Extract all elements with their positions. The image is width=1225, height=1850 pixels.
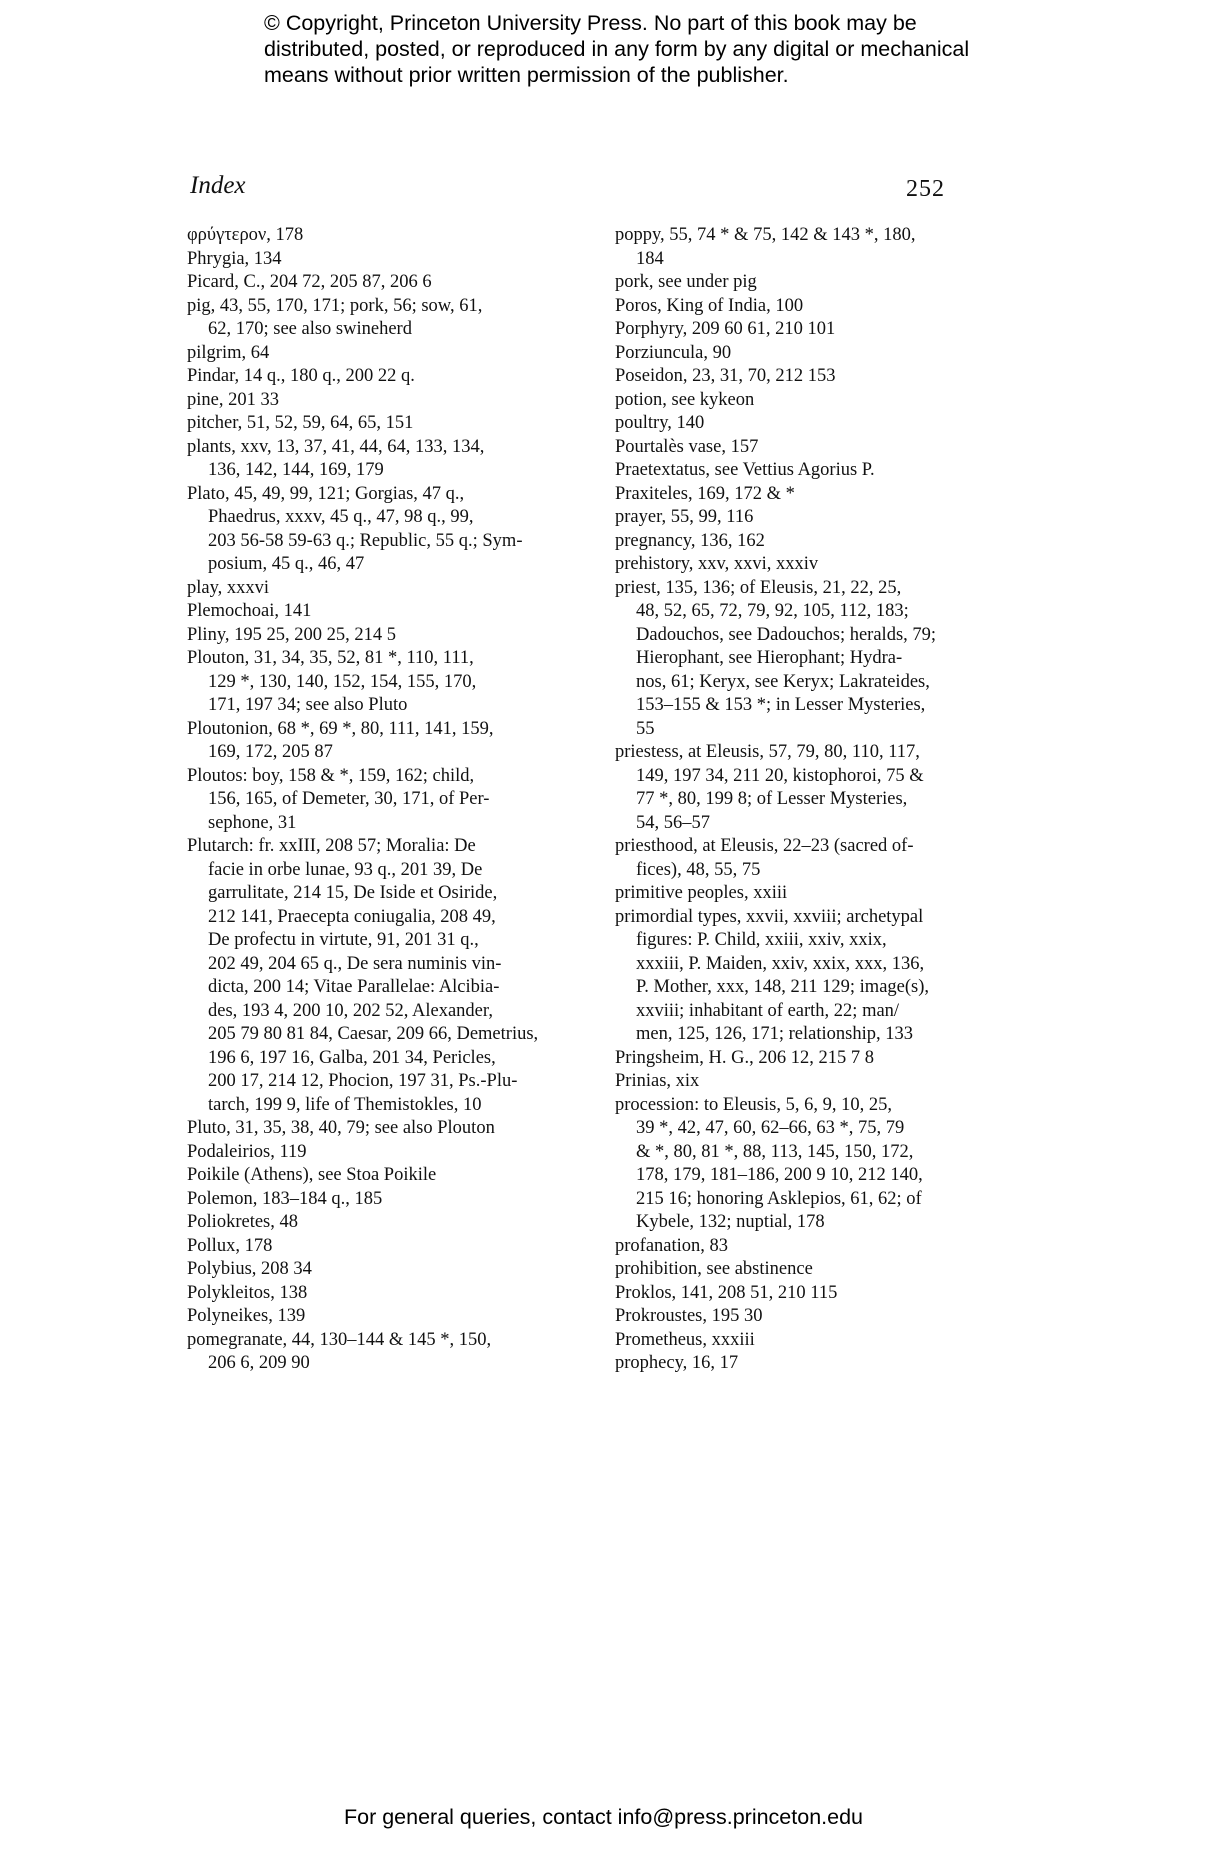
index-column-right	[615, 224, 1035, 1376]
index-entry-line: 184	[636, 248, 664, 269]
index-entry-line: Poliokretes, 48	[187, 1212, 298, 1232]
index-entry-line: pork, see under pig	[615, 272, 757, 292]
index-entry-line: De profectu in virtute, 91, 201 31 q.,	[208, 930, 479, 950]
index-entry-line: xxviii; inhabitant of earth, 22; man/	[636, 1000, 900, 1021]
index-entry-line: poultry, 140	[615, 413, 705, 433]
index-entry-line: Poseidon, 23, 31, 70, 212 153	[615, 366, 836, 386]
index-entry-line: priestess, at Eleusis, 57, 79, 80, 110, 117,	[615, 742, 920, 762]
index-entry-line: 149, 197 34, 211 20, kistophoroi, 75 &	[636, 765, 924, 786]
index-entry-line: priesthood, at Eleusis, 22–23 (sacred of-	[615, 836, 914, 856]
index-entry-line: profanation, 83	[615, 1235, 729, 1256]
index-entry-line: xxxiii, P. Maiden, xxiv, xxix, xxx, 136,	[636, 953, 925, 974]
index-entry-line: procession: to Eleusis, 5, 6, 9, 10, 25,	[615, 1094, 892, 1115]
index-entry-line: figures: P. Child, xxiii, xxiv, xxix,	[636, 930, 887, 950]
index-entry-line: Picard, C., 204 72, 205 87, 206 6	[187, 272, 432, 292]
copyright-line: distributed, posted, or reproduced in any form by any digital or mechanical	[264, 37, 970, 61]
index-entry-line: 129 *, 130, 140, 152, 154, 155, 170,	[208, 671, 477, 692]
index-entry-line: 171, 197 34; see also Pluto	[208, 695, 408, 715]
index-entry-line: Plouton, 31, 34, 35, 52, 81 *, 110, 111,	[187, 648, 474, 668]
index-entry-line: Kybele, 132; nuptial, 178	[636, 1212, 825, 1232]
index-entry-line: nos, 61; Keryx, see Keryx; Lakrateides,	[636, 671, 930, 692]
index-entry-line: posium, 45 q., 46, 47	[208, 554, 365, 574]
index-entry-line: Polybius, 208 34	[187, 1259, 312, 1279]
index-entry-line: 55	[636, 718, 655, 739]
index-entry-line: Ploutonion, 68 *, 69 *, 80, 111, 141, 159,	[187, 718, 494, 739]
index-entry-line: 200 17, 214 12, Phocion, 197 31, Ps.-Plu-	[208, 1071, 518, 1091]
index-entry-line: play, xxxvi	[187, 577, 270, 598]
index-entry-line: prohibition, see abstinence	[615, 1259, 813, 1279]
index-entry-line: Plato, 45, 49, 99, 121; Gorgias, 47 q.,	[187, 483, 465, 504]
index-entry-line: Pringsheim, H. G., 206 12, 215 7 8	[615, 1047, 874, 1068]
index-entry-line: dicta, 200 14; Vitae Parallelae: Alcibia-	[208, 977, 500, 997]
index-entry-line: poppy, 55, 74 * & 75, 142 & 143 *, 180,	[615, 225, 916, 245]
index-entry-line: pilgrim, 64	[187, 342, 270, 363]
index-entry-line: Praetextatus, see Vettius Agorius P.	[615, 460, 875, 480]
index-entry-line: sephone, 31	[208, 812, 297, 833]
index-entry-line: fices), 48, 55, 75	[636, 859, 761, 880]
index-entry-line: Poikile (Athens), see Stoa Poikile	[187, 1165, 437, 1185]
running-head-title: Index	[190, 172, 246, 199]
index-entry-line: Polyneikes, 139	[187, 1306, 306, 1326]
index-entry-line: 77 *, 80, 199 8; of Lesser Mysteries,	[636, 789, 908, 809]
index-entry-line: Prokroustes, 195 30	[615, 1306, 763, 1326]
index-entry-line: facie in orbe lunae, 93 q., 201 39, De	[208, 859, 483, 880]
copyright-line: © Copyright, Princeton University Press. No part of this book may be	[264, 11, 917, 35]
index-entry-line: & *, 80, 81 *, 88, 113, 145, 150, 172,	[636, 1141, 914, 1162]
index-entry-line: Pliny, 195 25, 200 25, 214 5	[187, 624, 396, 645]
index-entry-line: P. Mother, xxx, 148, 211 129; image(s),	[636, 977, 930, 997]
index-entry-line: Ploutos: boy, 158 & *, 159, 162; child,	[187, 765, 475, 786]
footer-contact: For general queries, contact info@press.princeton.edu	[344, 1805, 864, 1829]
index-entry-line: Phrygia, 134	[187, 248, 282, 269]
index-column-left	[187, 224, 607, 1376]
index-entry-line: prayer, 55, 99, 116	[615, 507, 754, 527]
index-entry-line: priest, 135, 136; of Eleusis, 21, 22, 25,	[615, 577, 902, 598]
index-entry-line: Dadouchos, see Dadouchos; heralds, 79;	[636, 624, 937, 645]
index-entry-line: 54, 56–57	[636, 812, 710, 833]
index-entry-line: Pollux, 178	[187, 1235, 273, 1256]
index-entry-line: 62, 170; see also swineherd	[208, 319, 412, 339]
index-entry-line: primitive peoples, xxiii	[615, 883, 788, 903]
index-entry-line: Plutarch: fr. xxIII, 208 57; Moralia: De	[187, 836, 476, 856]
page-number: 252	[906, 176, 945, 202]
index-entry-line: 156, 165, of Demeter, 30, 171, of Per-	[208, 789, 490, 809]
index-entry-line: Hierophant, see Hierophant; Hydra-	[636, 648, 903, 668]
index-entry-line: garrulitate, 214 15, De Iside et Osiride,	[208, 883, 498, 903]
copyright-notice	[264, 10, 1024, 88]
index-entry-line: Pindar, 14 q., 180 q., 200 22 q.	[187, 366, 415, 386]
index-entry-line: 153–155 & 153 *; in Lesser Mysteries,	[636, 695, 926, 715]
index-entry-line: prophecy, 16, 17	[615, 1353, 739, 1373]
index-entry-line: pig, 43, 55, 170, 171; pork, 56; sow, 61,	[187, 295, 483, 316]
index-entry-line: Praxiteles, 169, 172 & *	[615, 483, 795, 504]
index-entry-line: 136, 142, 144, 169, 179	[208, 460, 384, 480]
index-entry-line: des, 193 4, 200 10, 202 52, Alexander,	[208, 1000, 493, 1021]
index-entry-line: φρύγτερον, 178	[187, 225, 304, 245]
index-entry-line: Phaedrus, xxxv, 45 q., 47, 98 q., 99,	[208, 507, 474, 527]
index-entry-line: Prinias, xix	[615, 1071, 700, 1091]
index-entry-line: 215 16; honoring Asklepios, 61, 62; of	[636, 1188, 922, 1209]
index-entry-line: Plemochoai, 141	[187, 601, 312, 621]
index-entry-line: Porphyry, 209 60 61, 210 101	[615, 319, 836, 339]
index-entry-line: Porziuncula, 90	[615, 342, 732, 363]
index-entry-line: 202 49, 204 65 q., De sera numinis vin-	[208, 953, 502, 974]
index-entry-line: plants, xxv, 13, 37, 41, 44, 64, 133, 134,	[187, 436, 485, 457]
index-entry-line: 169, 172, 205 87	[208, 742, 333, 762]
index-entry-line: 206 6, 209 90	[208, 1353, 310, 1373]
index-entry-line: Podaleirios, 119	[187, 1141, 307, 1162]
index-entry-line: 178, 179, 181–186, 200 9 10, 212 140,	[636, 1165, 923, 1185]
index-entry-line: Prometheus, xxxiii	[615, 1329, 755, 1350]
index-entry-line: primordial types, xxvii, xxviii; archetypal	[615, 906, 924, 927]
index-entry-line: Polemon, 183–184 q., 185	[187, 1188, 383, 1209]
index-entry-line: Poros, King of India, 100	[615, 295, 804, 316]
index-entry-line: potion, see kykeon	[615, 389, 755, 410]
index-entry-line: 203 56-58 59-63 q.; Republic, 55 q.; Sym-	[208, 530, 523, 551]
index-entry-line: men, 125, 126, 171; relationship, 133	[636, 1024, 913, 1044]
index-entry-line: Pluto, 31, 35, 38, 40, 79; see also Plouton	[187, 1118, 495, 1138]
index-entry-line: pitcher, 51, 52, 59, 64, 65, 151	[187, 413, 414, 433]
index-entry-line: 48, 52, 65, 72, 79, 92, 105, 112, 183;	[636, 601, 909, 621]
index-entry-line: 39 *, 42, 47, 60, 62–66, 63 *, 75, 79	[636, 1118, 905, 1138]
index-entry-line: tarch, 199 9, life of Themistokles, 10	[208, 1094, 482, 1115]
index-entry-line: Pourtalès vase, 157	[615, 436, 759, 457]
index-entry-line: pine, 201 33	[187, 389, 279, 410]
index-entry-line: Polykleitos, 138	[187, 1282, 308, 1303]
index-entry-line: 196 6, 197 16, Galba, 201 34, Pericles,	[208, 1047, 496, 1068]
index-entry-line: 205 79 80 81 84, Caesar, 209 66, Demetrius,	[208, 1024, 539, 1044]
index-entry-line: pregnancy, 136, 162	[615, 530, 765, 551]
index-entry-line: prehistory, xxv, xxvi, xxxiv	[615, 554, 819, 574]
copyright-line: means without prior written permission of the publisher.	[264, 63, 789, 87]
index-entry-line: pomegranate, 44, 130–144 & 145 *, 150,	[187, 1329, 492, 1350]
index-entry-line: 212 141, Praecepta coniugalia, 208 49,	[208, 906, 496, 927]
index-entry-line: Proklos, 141, 208 51, 210 115	[615, 1282, 838, 1303]
